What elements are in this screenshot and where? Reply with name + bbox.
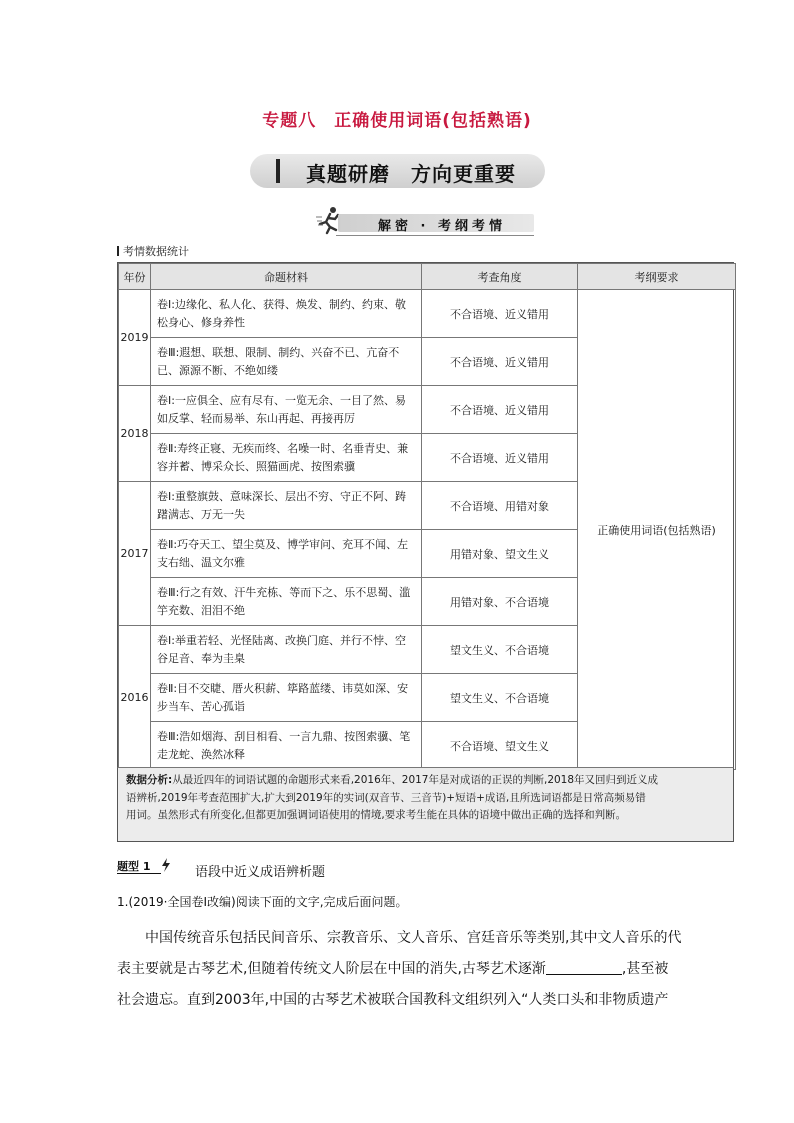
section-label: 考情数据统计: [117, 243, 189, 259]
banner-bar-icon: [276, 159, 280, 183]
banner-text: 真题研磨 方向更重要: [306, 162, 516, 186]
passage-text: 表主要就是古琴艺术,但随着传统文人阶层在中国的消失,古琴艺术逐渐: [117, 961, 546, 977]
material-cell: 卷Ⅱ:目不交睫、厝火积薪、筚路蓝缕、讳莫如深、安步当车、苦心孤诣: [151, 674, 422, 722]
header-angle: 考查角度: [422, 264, 578, 290]
header-year: 年份: [119, 264, 151, 290]
question-type-title: 语段中近义成语辨析题: [195, 865, 326, 880]
table-row: [119, 290, 736, 338]
material-cell: 卷Ⅰ:边缘化、私人化、获得、焕发、制约、约束、敬松身心、修身养性: [151, 290, 422, 338]
badge-text: 题型 1: [117, 860, 151, 873]
header-requirement: 考纲要求: [578, 264, 736, 290]
material-cell: 卷Ⅲ:浩如烟海、刮目相看、一言九鼎、按图索骥、笔走龙蛇、涣然冰释: [151, 722, 422, 770]
year-cell: 2017: [119, 482, 151, 626]
exam-stats-table: [117, 262, 734, 842]
angle-cell: 不合语境、用错对象: [422, 482, 578, 530]
material-cell: 卷Ⅱ:巧夺天工、望尘莫及、博学审问、充耳不闻、左支右绌、温文尔雅: [151, 530, 422, 578]
year-cell: 2019: [119, 290, 151, 386]
angle-cell: 用错对象、不合语境: [422, 578, 578, 626]
analysis-line: 语辨析,2019年考查范围扩大,扩大到2019年的实词(双音节、三音节)+短语+成语,且所选词语都是日常高频易错: [126, 791, 646, 804]
answer-blank[interactable]: [546, 960, 622, 975]
badge-underline: [117, 873, 161, 874]
passage-line: [117, 927, 734, 947]
data-analysis: [117, 767, 734, 842]
subbanner-text: 解密 · 考纲考情: [378, 219, 506, 234]
angle-cell: 不合语境、近义错用: [422, 290, 578, 338]
requirement-cell: 正确使用词语(包括熟语): [578, 290, 736, 770]
angle-cell: 不合语境、近义错用: [422, 338, 578, 386]
year-cell: 2016: [119, 626, 151, 770]
analysis-line: 用词。虽然形式有所变化,但都更加强调词语使用的情境,要求考生能在具体的语境中做出正确的选择和判断。: [126, 809, 627, 821]
material-cell: 卷Ⅲ:遐想、联想、限制、制约、兴奋不已、亢奋不已、源源不断、不绝如缕: [151, 338, 422, 386]
passage-text: ,甚至被: [621, 961, 669, 977]
passage-text: 中国传统音乐包括民间音乐、宗教音乐、文人音乐、宫廷音乐等类别,其中文人音乐的代: [145, 930, 682, 946]
subbanner: [338, 214, 534, 232]
angle-cell: 不合语境、近义错用: [422, 386, 578, 434]
analysis-label: 数据分析:: [126, 774, 173, 786]
question-stem: 1.(2019·全国卷Ⅰ改编)阅读下面的文字,完成后面问题。: [117, 895, 408, 909]
analysis-line: 从最近四年的词语试题的命题形式来看,2016年、2017年是对成语的正误的判断,2018年又回归到近义成: [172, 774, 659, 786]
material-cell: 卷Ⅰ:一应俱全、应有尽有、一览无余、一目了然、易如反掌、轻而易举、东山再起、再接再厉: [151, 386, 422, 434]
material-cell: 卷Ⅰ:举重若轻、光怪陆离、改换门庭、并行不悖、空谷足音、奉为圭臬: [151, 626, 422, 674]
passage-line: [117, 958, 734, 978]
year-cell: 2018: [119, 386, 151, 482]
material-cell: 卷Ⅱ:寿终正寝、无疾而终、名噪一时、名垂青史、兼容并蓄、博采众长、照猫画虎、按图索骥: [151, 434, 422, 482]
section-banner: [250, 154, 545, 188]
passage-line: [117, 989, 734, 1009]
page-title: 专题八 正确使用词语(包括熟语): [262, 111, 532, 131]
subbanner-divider: [336, 235, 534, 236]
angle-cell: 不合语境、望文生义: [422, 722, 578, 770]
angle-cell: 望文生义、不合语境: [422, 674, 578, 722]
passage-text: 社会遗忘。直到2003年,中国的古琴艺术被联合国教科文组织列入“人类口头和非物质遗产: [117, 992, 669, 1008]
material-cell: 卷Ⅰ:重整旗鼓、意味深长、层出不穷、守正不阿、踌躇满志、万无一失: [151, 482, 422, 530]
material-cell: 卷Ⅲ:行之有效、汗牛充栋、等而下之、乐不思蜀、滥竽充数、泪泪不绝: [151, 578, 422, 626]
angle-cell: 不合语境、近义错用: [422, 434, 578, 482]
question-type-badge: [117, 858, 173, 874]
angle-cell: 用错对象、望文生义: [422, 530, 578, 578]
angle-cell: 望文生义、不合语境: [422, 626, 578, 674]
header-material: 命题材料: [151, 264, 422, 290]
lightning-icon: [159, 858, 173, 872]
